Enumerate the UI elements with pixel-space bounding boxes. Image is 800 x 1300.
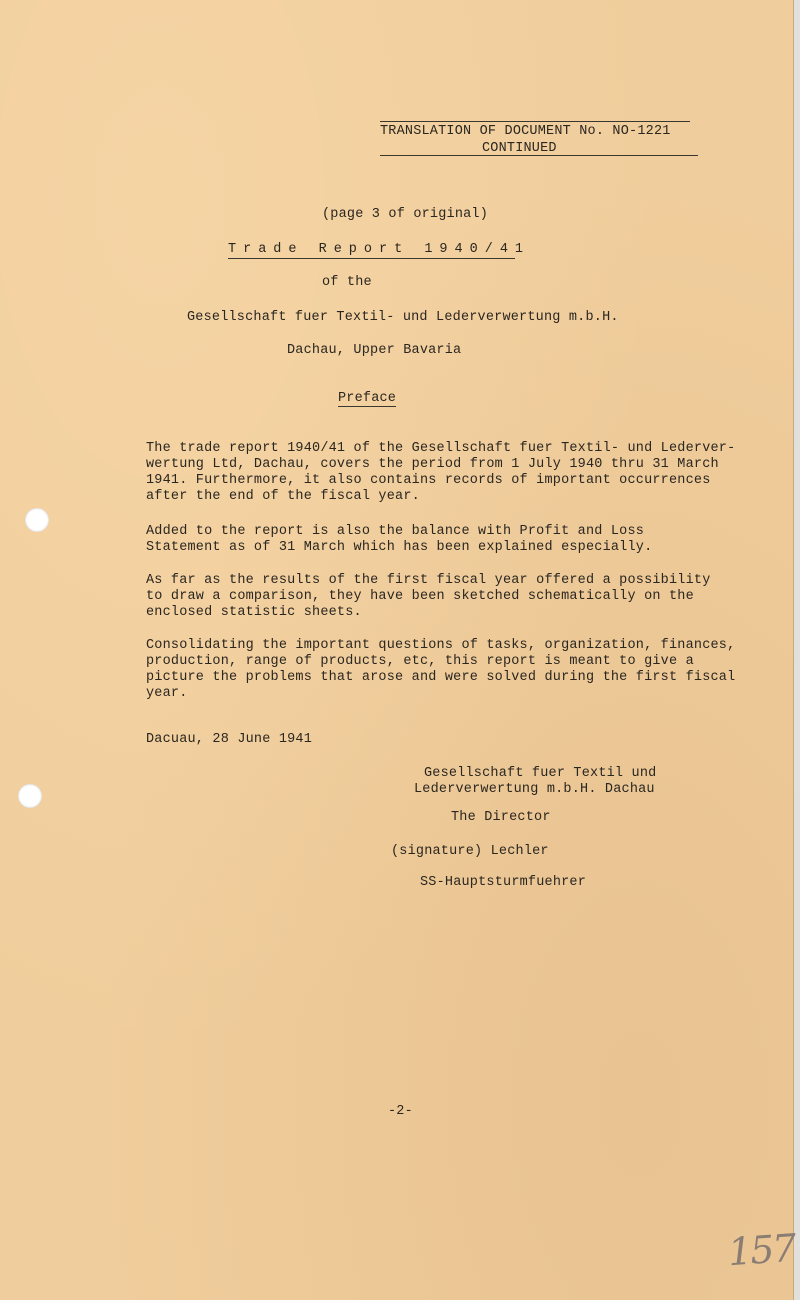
handwritten-page-number: 157 [726, 1225, 796, 1275]
paragraph-line: production, range of products, etc, this report is meant to give a [146, 654, 694, 669]
of-the-text: of the [322, 275, 372, 290]
paragraph-2 [146, 524, 652, 556]
punch-hole-bottom [18, 784, 42, 808]
paragraph-line: As far as the results of the first fiscal year offered a possibility [146, 573, 711, 588]
report-title-underline [228, 258, 515, 259]
paragraph-line: 1941. Furthermore, it also contains records of important occurrences [146, 473, 711, 488]
header-rule-top [380, 121, 690, 122]
page-reference: (page 3 of original) [322, 207, 489, 222]
header-title: TRANSLATION OF DOCUMENT No. NO-1221 [380, 124, 671, 139]
section-heading-underline [338, 406, 396, 407]
report-title: Trade Report 1940/41 [228, 242, 531, 257]
signatory-role: The Director [451, 810, 551, 825]
paragraph-line: The trade report 1940/41 of the Gesellschaft fuer Textil- und Lederver- [146, 441, 736, 456]
punch-hole-top [25, 508, 49, 532]
page-number: -2- [388, 1104, 413, 1119]
paragraph-line: Consolidating the important questions of tasks, organization, finances, [146, 638, 736, 653]
paragraph-1 [146, 441, 735, 505]
paragraph-line: to draw a comparison, they have been sketched schematically on the [146, 589, 694, 604]
paragraph-3 [146, 573, 711, 621]
signatory-rank: SS-Hauptsturmfuehrer [420, 875, 587, 890]
company-location: Dachau, Upper Bavaria [287, 343, 462, 358]
paragraph-line: picture the problems that arose and were solved during the first fiscal [146, 670, 736, 685]
paragraph-line: after the end of the fiscal year. [146, 489, 420, 504]
paragraph-4 [146, 638, 735, 702]
date-line: Dacuau, 28 June 1941 [146, 732, 313, 747]
paragraph-line: Added to the report is also the balance with Profit and Loss [146, 524, 645, 539]
signatory-company-line1: Gesellschaft fuer Textil und [424, 766, 657, 781]
company-name: Gesellschaft fuer Textil- und Lederverwertung m.b.H. [187, 310, 619, 325]
paragraph-line: enclosed statistic sheets. [146, 605, 362, 620]
signature-line: (signature) Lechler [391, 844, 549, 859]
signatory-company-line2: Lederverwertung m.b.H. Dachau [414, 782, 655, 797]
header-rule-bottom [380, 155, 698, 156]
paragraph-line: Statement as of 31 March which has been explained especially. [146, 540, 653, 555]
paragraph-line: year. [146, 686, 188, 701]
page-edge [793, 0, 800, 1300]
paragraph-line: wertung Ltd, Dachau, covers the period from 1 July 1940 thru 31 March [146, 457, 719, 472]
header-continued: CONTINUED [482, 141, 557, 156]
section-heading: Preface [338, 391, 397, 406]
